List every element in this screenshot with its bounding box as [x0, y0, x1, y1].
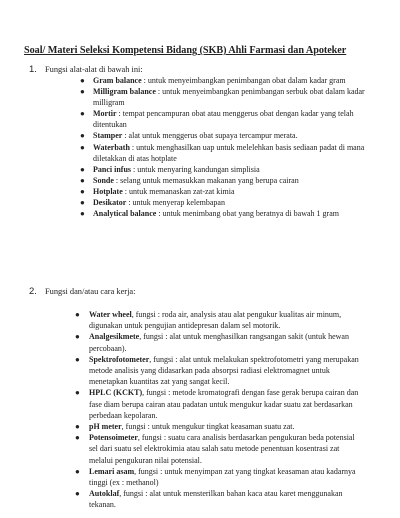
bullet-icon: ● — [80, 209, 85, 219]
instrument-list — [24, 309, 384, 511]
list-item — [24, 86, 384, 108]
item-term: Spektrofotometer — [89, 354, 150, 364]
section-heading — [24, 64, 384, 75]
bullet-icon: ● — [75, 466, 80, 476]
item-desc: : alat untuk menggerus obat supaya tercampur merata. — [122, 131, 298, 141]
list-item — [24, 142, 384, 164]
item-term: Sonde — [93, 175, 114, 185]
item-term: Mortir — [93, 109, 117, 119]
item-desc: : untuk memanaskan zat-zat kimia — [122, 186, 235, 196]
bullet-icon: ● — [75, 310, 80, 319]
item-term: Hotplate — [93, 186, 123, 196]
section-number: 1. — [29, 64, 37, 75]
bullet-icon: ● — [75, 433, 80, 443]
item-term: Milligram balance — [93, 87, 156, 97]
section-heading — [24, 286, 384, 297]
item-desc: : selang untuk memasukkan makanan yang berupa cairan — [113, 175, 299, 185]
item-term: Lemari asam — [89, 466, 135, 476]
item-desc: , fungsi : metode kromatografi dengan fase gerak berupa cairan dan fase diam berupa cairan atau padatan untuk mengukur kadar suatu zat berdasarkan perbedaan kepolaran. — [89, 388, 359, 420]
item-term: Autoklaf — [89, 489, 120, 499]
list-item — [24, 75, 384, 86]
section-number: 2. — [29, 286, 37, 297]
bullet-icon: ● — [80, 109, 85, 119]
item-desc: : untuk menimbang obat yang beratnya di bawah 1 gram — [156, 209, 339, 219]
list-item — [24, 432, 384, 466]
list-item — [24, 175, 384, 186]
section-heading-text: Fungsi alat-alat di bawah ini: — [45, 65, 143, 74]
bullet-icon: ● — [80, 164, 85, 174]
section-2 — [24, 286, 384, 511]
bullet-icon: ● — [75, 422, 80, 432]
list-item — [24, 354, 384, 388]
list-item — [24, 309, 384, 331]
item-desc: , fungsi : alat untuk melakukan spektrofotometri yang merupakan metode analisis yang didasarkan pada absorpsi radiasi elektromagnet untuk menetapkan kuantitas zat yang sangat kecil. — [89, 354, 359, 387]
item-desc: : untuk menyeimbangkan penimbangan serbuk obat dalam kadar milligram — [93, 87, 365, 108]
list-item — [24, 488, 384, 510]
item-desc: , fungsi : roda air, analysis atau alat pengukur kualitas air minum, digunakan untuk pengujian antidepresan dalam sel motorik. — [89, 310, 342, 331]
item-desc: : untuk menyerap kelembapan — [126, 198, 225, 208]
list-item — [24, 130, 384, 141]
item-term: Stamper — [93, 131, 123, 141]
item-term: Potensoimeter — [89, 433, 138, 443]
item-desc: , fungsi : untuk mengukur tingkat keasaman suatu zat. — [121, 422, 295, 432]
bullet-icon: ● — [80, 87, 85, 97]
list-item — [24, 108, 384, 130]
bullet-icon: ● — [75, 332, 80, 342]
list-item — [24, 421, 384, 432]
bullet-icon: ● — [75, 489, 80, 499]
section-heading-text: Fungsi dan/atau cara kerja: — [45, 287, 136, 296]
item-desc: , fungsi : suatu cara analisis berdasarkan pengukuran beda potensial sel dari suatu sel elektrokimia atau salah satu metode penentuan kosentrasi zat melalui pengukuran nilai potensial. — [89, 433, 355, 465]
bullet-icon: ● — [80, 175, 85, 185]
item-desc: : untuk menyaring kandungan simplisia — [131, 164, 260, 174]
list-item — [24, 186, 384, 197]
equipment-list — [24, 75, 384, 219]
item-term: Gram balance — [93, 76, 142, 85]
item-desc: : untuk menghasilkan uap untuk melelehkan basis sediaan padat di mana diletakkan di atas hotplate — [93, 142, 365, 163]
bullet-icon: ● — [80, 131, 85, 141]
item-desc: , fungsi : alat untuk menghasilkan rangsangan sakit (untuk hewan percobaan). — [89, 332, 349, 353]
list-item — [24, 387, 384, 421]
list-item — [24, 164, 384, 175]
item-term: Panci infus — [93, 164, 132, 174]
item-desc: , fungsi : untuk menyimpan zat yang tingkat keasaman atau kadarnya tinggi (ex : methanol) — [89, 466, 356, 488]
bullet-icon: ● — [75, 388, 80, 398]
bullet-icon: ● — [80, 186, 85, 196]
list-item — [24, 331, 384, 353]
item-term: Waterbath — [93, 142, 130, 152]
item-desc: : tempat pencampuran obat atau menggerus obat dengan kadar yang telah ditentukan — [93, 109, 354, 130]
list-item — [24, 208, 384, 219]
item-term: Analytical balance — [93, 209, 157, 219]
item-desc: : untuk menyeimbangkan penimbangan obat dalam kadar gram — [141, 76, 346, 85]
bullet-icon: ● — [80, 142, 85, 152]
item-term: Water wheel — [89, 310, 132, 319]
item-desc: , fungsi : alat untuk mensterilkan bahan kaca atau karet menggunakan tekanan. — [89, 489, 343, 510]
item-term: Desikator — [93, 198, 127, 208]
document-title: Soal/ Materi Seleksi Kompetensi Bidang (SKB) Ahli Farmasi dan Apoteker — [24, 45, 347, 56]
bullet-icon: ● — [80, 198, 85, 208]
bullet-icon: ● — [75, 354, 80, 364]
item-term: pH meter — [89, 422, 122, 432]
bullet-icon: ● — [80, 76, 85, 85]
item-term: Analgesikmete — [89, 332, 140, 342]
item-term: HPLC (KCKT) — [89, 388, 143, 398]
list-item — [24, 197, 384, 208]
list-item — [24, 466, 384, 488]
section-1 — [24, 64, 384, 219]
